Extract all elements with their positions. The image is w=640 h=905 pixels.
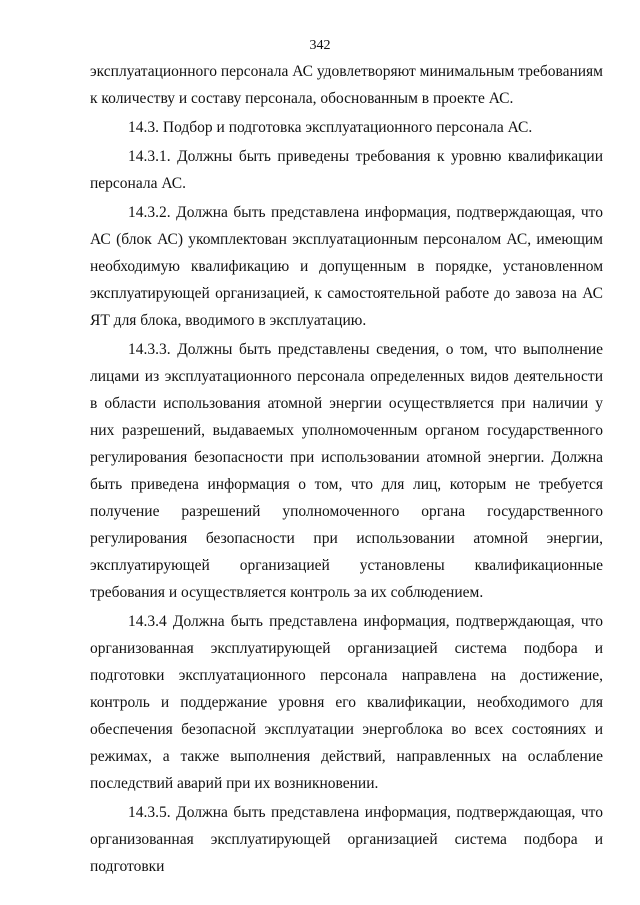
section-heading-14-3: 14.3. Подбор и подготовка эксплуатационного персонала АС. — [128, 119, 533, 136]
paragraph-continuation: эксплуатационного персонала АС удовлетворяют минимальным требованиям к количеству и составу персонала, обоснованным в проекте АС. — [90, 63, 603, 107]
paragraph-14-3-1: 14.3.1. Должны быть приведены требования к уровню квалификации персонала АС. — [90, 148, 603, 192]
page-number: 342 — [309, 38, 331, 53]
paragraph-14-3-3: 14.3.3. Должны быть представлены сведения, о том, что выполнение лицами из эксплуатационного персонала определенных видов деятельности в области использования атомной энергии осуществляется при наличии у них разрешений, выдаваемых уполномоченным органом государственного регулирования безопасности при использовании атомной энергии. Должна быть приведена информация о том, что для лиц, которым не требуется получение разрешений уполномоченного органа государственного регулирования безопасности при использовании атомной энергии, эксплуатирующей организацией установлены квалификационные требования и осуществляется контроль за их соблюдением. — [90, 341, 603, 601]
paragraph-14-3-4: 14.3.4 Должна быть представлена информация, подтверждающая, что организованная эксплуатирующей организацией система подбора и подготовки эксплуатационного персонала направлена на достижение, контроль и поддержание уровня его квалификации, необходимого для обеспечения безопасной эксплуатации энергоблока во всех состояниях и режимах, а также выполнения действий, направленных на ослабление последствий аварий при их возникновении. — [90, 613, 603, 792]
paragraph-14-3-5: 14.3.5. Должна быть представлена информация, подтверждающая, что организованная эксплуатирующей организацией система подбора и подготовки — [90, 804, 603, 875]
paragraph-14-3-2: 14.3.2. Должна быть представлена информация, подтверждающая, что АС (блок АС) укомплектован эксплуатационным персоналом АС, имеющим необходимую квалификацию и допущенным в порядке, установленном эксплуатирующей организацией, к самостоятельной работе до завоза на АС ЯТ для блока, вводимого в эксплуатацию. — [90, 204, 603, 329]
document-body — [90, 58, 603, 882]
